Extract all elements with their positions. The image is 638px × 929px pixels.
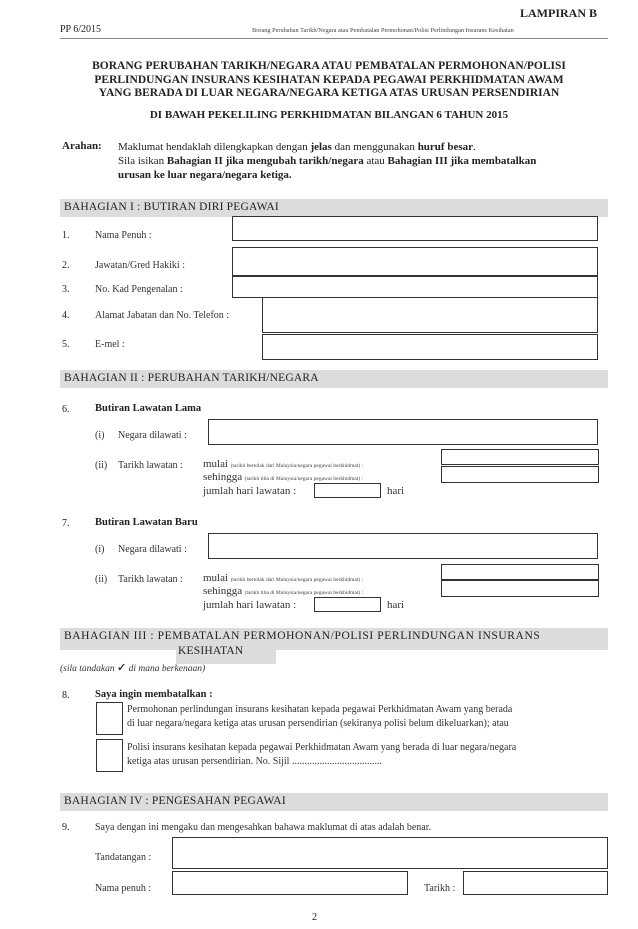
arahan-t5: . (473, 141, 476, 153)
option-1-checkbox[interactable] (96, 702, 123, 735)
membatalkan-heading: Saya ingin membatalkan : (95, 689, 213, 700)
option-1-line-1: Permohonan perlindungan insurans kesihatan kepada pegawai Perkhidmatan Awam yang berada (127, 704, 513, 715)
option-2-line-2: ketiga atas urusan persendirian. No. Sijil .................................... (127, 756, 382, 767)
baru-sehingga-row (203, 585, 363, 597)
lama-mulai-label: mulai (203, 458, 229, 470)
item-3-number: 3. (62, 284, 70, 295)
pengesahan-statement: Saya dengan ini mengaku dan mengesahkan bahawa maklumat di atas adalah benar. (95, 822, 431, 833)
lama-sehingga-label: sehingga (203, 471, 243, 483)
tandatangan-label: Tandatangan : (95, 852, 152, 863)
nama-penuh-field[interactable] (232, 216, 598, 241)
section-2-title: BAHAGIAN II : PERUBAHAN TARIKH/NEGARA (64, 372, 319, 384)
lama-sehingga-row (203, 471, 363, 483)
arahan-t9: Bahagian III jika membatalkan (387, 155, 537, 167)
lama-hari-label: hari (387, 485, 405, 497)
running-title: Borang Perubahan Tarikh/Negara atau Pembatalan Permohonan/Polisi Perlindungan Insurans Kesihatan (252, 27, 514, 34)
baru-mulai-note: (tarikh bertolak dari Malaysia/negara pegawai berkhidmat) : (230, 577, 364, 583)
lama-negara-label: Negara dilawati : (118, 430, 187, 441)
option-2-checkbox[interactable] (96, 739, 123, 772)
item-9-number: 9. (62, 822, 70, 833)
check-icon: ✓ (117, 662, 127, 674)
header-rule (60, 38, 608, 39)
lama-mulai-note: (tarikh bertolak dari Malaysia/negara pegawai berkhidmat) : (230, 463, 364, 469)
baru-ii-number: (ii) (95, 574, 108, 585)
section-3-title-line-1: BAHAGIAN III : PEMBATALAN PERMOHONAN/POLISI PERLINDUNGAN INSURANS (64, 630, 541, 642)
tarikh-field[interactable] (463, 871, 608, 895)
section-3-title-line-2: KESIHATAN (178, 645, 244, 657)
alamat-jabatan-field[interactable] (262, 297, 598, 333)
reference-number: PP 6/2015 (60, 24, 102, 35)
kad-pengenalan-field[interactable] (232, 276, 598, 298)
arahan-t2: jelas (310, 141, 332, 153)
nama-penuh-label: Nama penuh : (95, 883, 152, 894)
item-4-label: Alamat Jabatan dan No. Telefon : (95, 310, 230, 321)
baru-sehingga-label: sehingga (203, 585, 243, 597)
baru-negara-label: Negara dilawati : (118, 544, 187, 555)
baru-tarikh-label: Tarikh lawatan : (118, 574, 183, 585)
lama-sehingga-field[interactable] (441, 466, 599, 483)
section-3-note (60, 661, 205, 674)
note-text-b: di mana berkenaan) (126, 664, 206, 674)
item-5-number: 5. (62, 339, 70, 350)
option-1-text (127, 703, 512, 731)
item-5-label: E-mel : (95, 339, 125, 350)
form-subtitle: DI BAWAH PEKELILING PERKHIDMATAN BILANGAN 6 TAHUN 2015 (149, 109, 509, 121)
title-line-3: YANG BERADA DI LUAR NEGARA/NEGARA KETIGA ATAS URUSAN PERSENDIRIAN (98, 87, 560, 99)
tarikh-label: Tarikh : (424, 883, 456, 894)
lama-tarikh-label: Tarikh lawatan : (118, 460, 183, 471)
lawatan-baru-heading: Butiran Lawatan Baru (95, 517, 198, 528)
baru-mulai-field[interactable] (441, 564, 599, 580)
arahan-t10: urusan ke luar negara/negara ketiga. (118, 169, 292, 181)
emel-field[interactable] (262, 334, 598, 360)
lama-i-number: (i) (95, 430, 105, 441)
option-2-line-1: Polisi insurans kesihatan kepada pegawai Perkhidmatan Awam yang berada di luar negara/negara (127, 742, 517, 753)
nama-penuh-sign-field[interactable] (172, 871, 408, 895)
arahan-t1: Maklumat hendaklah dilengkapkan dengan (118, 141, 311, 153)
baru-jumlah-field[interactable] (314, 597, 381, 612)
item-4-number: 4. (62, 310, 70, 321)
baru-mulai-label: mulai (203, 572, 229, 584)
baru-negara-field[interactable] (208, 533, 598, 559)
lama-jumlah-label: jumlah hari lawatan : (203, 485, 297, 497)
arahan-label: Arahan: (62, 140, 102, 152)
baru-sehingga-field[interactable] (441, 580, 599, 597)
lama-negara-field[interactable] (208, 419, 598, 445)
title-line-2: PERLINDUNGAN INSURANS KESIHATAN KEPADA PEGAWAI PERKHIDMATAN AWAM (94, 73, 564, 86)
lama-sehingga-note: (tarikh tiba di Malaysia/negara pegawai berkhidmat) : (244, 476, 364, 482)
arahan-t6: Sila isikan (118, 155, 167, 167)
lawatan-lama-heading: Butiran Lawatan Lama (95, 403, 202, 414)
arahan-text (118, 140, 536, 182)
item-3-label: No. Kad Pengenalan : (95, 284, 183, 295)
item-1-number: 1. (62, 230, 70, 241)
page-number: 2 (312, 912, 317, 923)
baru-hari-label: hari (387, 599, 405, 611)
note-text-a: (sila tandakan (60, 664, 117, 674)
item-7-number: 7. (62, 518, 70, 529)
lampiran-label: LAMPIRAN B (520, 6, 597, 20)
option-2-text (127, 741, 516, 769)
section-1-title: BAHAGIAN I : BUTIRAN DIRI PEGAWAI (64, 201, 279, 213)
tandatangan-field[interactable] (172, 837, 608, 869)
item-2-number: 2. (62, 260, 70, 271)
lama-ii-number: (ii) (95, 460, 108, 471)
baru-sehingga-note: (tarikh tiba di Malaysia/negara pegawai berkhidmat) : (244, 590, 364, 596)
item-6-number: 6. (62, 404, 70, 415)
item-8-number: 8. (62, 690, 70, 701)
jawatan-gred-field[interactable] (232, 247, 598, 276)
title-line-1: BORANG PERUBAHAN TARIKH/NEGARA ATAU PEMBATALAN PERMOHONAN/POLISI (92, 60, 566, 72)
item-2-label: Jawatan/Gred Hakiki : (95, 260, 185, 271)
item-1-label: Nama Penuh : (95, 230, 152, 241)
arahan-t8: atau (363, 155, 388, 167)
arahan-t4: huruf besar (417, 141, 473, 153)
arahan-t3: dan menggunakan (331, 141, 418, 153)
lama-jumlah-field[interactable] (314, 483, 381, 498)
option-1-line-2: di luar negara/negara ketiga atas urusan persendirian (sekiranya polisi belum dikeluarkan); atau (127, 718, 509, 729)
lama-mulai-row (203, 458, 363, 470)
lama-mulai-field[interactable] (441, 449, 599, 465)
form-title (40, 60, 618, 101)
baru-mulai-row (203, 572, 363, 584)
section-4-title: BAHAGIAN IV : PENGESAHAN PEGAWAI (64, 795, 286, 807)
baru-jumlah-label: jumlah hari lawatan : (203, 599, 297, 611)
baru-i-number: (i) (95, 544, 105, 555)
arahan-t7: Bahagian II jika mengubah tarikh/negara (166, 155, 364, 167)
